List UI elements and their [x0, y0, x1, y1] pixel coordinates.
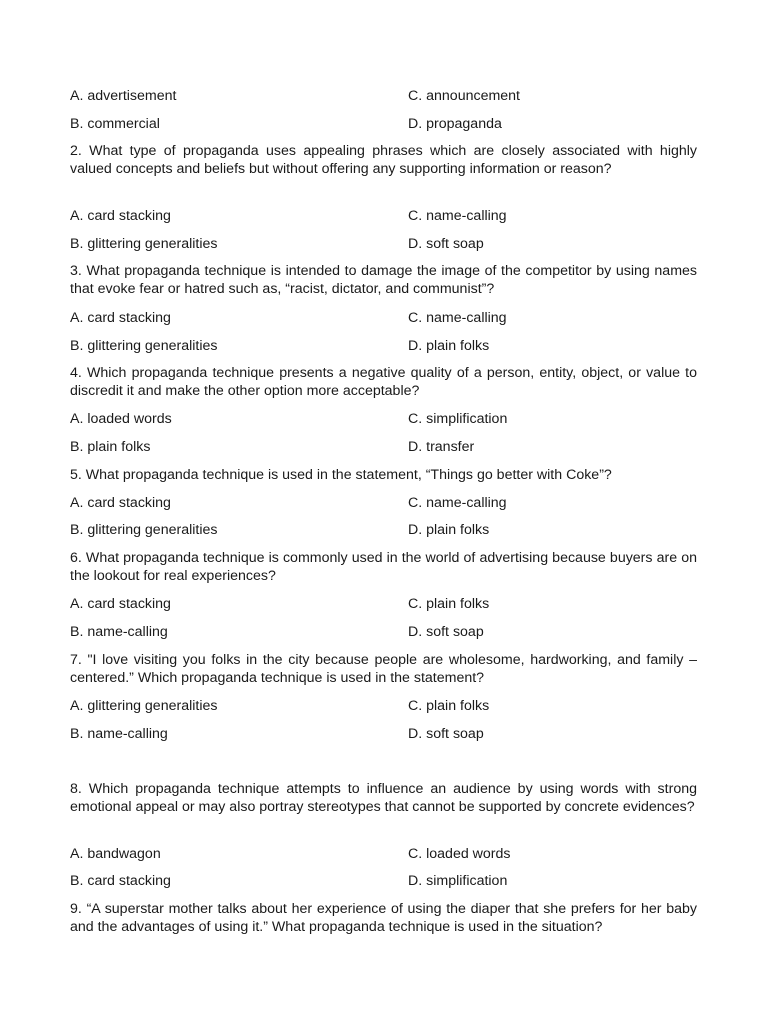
q8-option-b: B. card stacking	[70, 873, 171, 889]
q8-option-c: C. loaded words	[408, 846, 511, 862]
q4-option-b: B. plain folks	[70, 439, 151, 455]
q4-option-d: D. transfer	[408, 439, 475, 455]
q1-option-b: B. commercial	[70, 116, 160, 132]
q5-option-d: D. plain folks	[408, 522, 490, 538]
question-9: 9. “A superstar mother talks about her experience of using the diaper that she prefers for her baby and the advantages of using it.” What propaganda technique is used in the situation?	[70, 901, 697, 936]
q8-option-d: D. simplification	[408, 873, 508, 889]
q7-option-b: B. name-calling	[70, 726, 168, 742]
q5-option-c: C. name-calling	[408, 495, 507, 511]
q7-option-a: A. glittering generalities	[70, 698, 218, 714]
q2-option-a: A. card stacking	[70, 208, 171, 224]
q3-option-c: C. name-calling	[408, 310, 507, 326]
q3-option-d: D. plain folks	[408, 338, 490, 354]
q1-option-c: C. announcement	[408, 88, 520, 104]
q6-option-d: D. soft soap	[408, 624, 484, 640]
question-7: 7. "I love visiting you folks in the city because people are wholesome, hardworking, and family – centered.” Which propaganda technique is used in the statement?	[70, 652, 697, 687]
q3-option-a: A. card stacking	[70, 310, 171, 326]
question-3: 3. What propaganda technique is intended to damage the image of the competitor by using names that evoke fear or hatred such as, “racist, dictator, and communist”?	[70, 263, 697, 298]
q6-option-a: A. card stacking	[70, 596, 171, 612]
question-4: 4. Which propaganda technique presents a negative quality of a person, entity, object, or value to discredit it and make the other option more acceptable?	[70, 365, 697, 400]
q7-option-c: C. plain folks	[408, 698, 490, 714]
q2-option-c: C. name-calling	[408, 208, 507, 224]
q2-option-b: B. glittering generalities	[70, 236, 218, 252]
q6-option-c: C. plain folks	[408, 596, 490, 612]
q1-option-a: A. advertisement	[70, 88, 177, 104]
q5-option-b: B. glittering generalities	[70, 522, 218, 538]
q2-option-d: D. soft soap	[408, 236, 484, 252]
question-5: 5. What propaganda technique is used in the statement, “Things go better with Coke”?	[70, 467, 612, 483]
q7-option-d: D. soft soap	[408, 726, 484, 742]
question-8: 8. Which propaganda technique attempts to influence an audience by using words with strong emotional appeal or may also portray stereotypes that cannot be supported by concrete evidences?	[70, 781, 697, 816]
q1-option-d: D. propaganda	[408, 116, 502, 132]
q3-option-b: B. glittering generalities	[70, 338, 218, 354]
question-2: 2. What type of propaganda uses appealing phrases which are closely associated with highly valued concepts and beliefs but without offering any supporting information or reason?	[70, 143, 697, 178]
q4-option-c: C. simplification	[408, 411, 508, 427]
question-6: 6. What propaganda technique is commonly used in the world of advertising because buyers are on the lookout for real experiences?	[70, 550, 697, 585]
q8-option-a: A. bandwagon	[70, 846, 161, 862]
q5-option-a: A. card stacking	[70, 495, 171, 511]
q6-option-b: B. name-calling	[70, 624, 168, 640]
q4-option-a: A. loaded words	[70, 411, 172, 427]
